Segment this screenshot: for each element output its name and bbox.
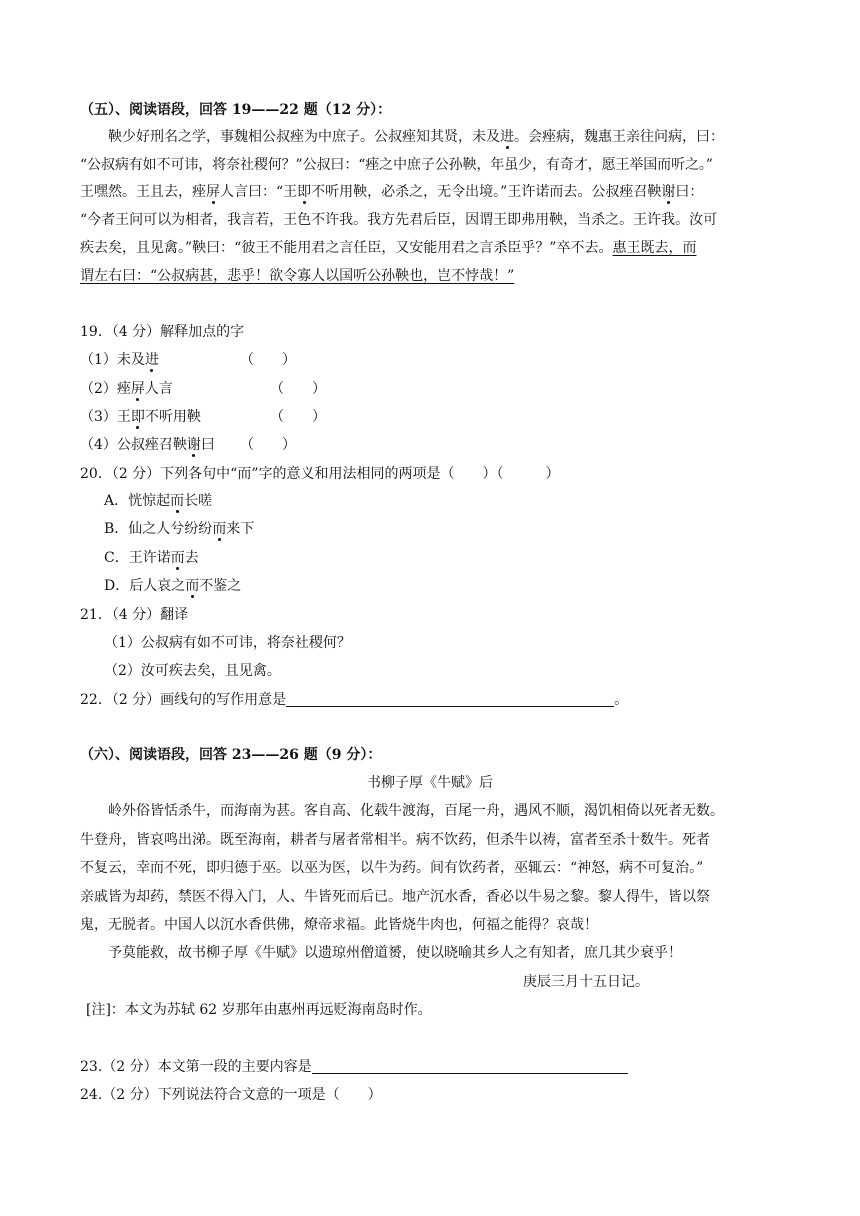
section6-heading: （六）、阅读语段，回答 23——26 题（9 分）： (80, 747, 382, 763)
dotted-char: 即 (297, 184, 312, 200)
question-20-title: 20．（2 分）下列各句中“而”字的意义和用法相同的两项是（ ）（ ） (80, 466, 560, 482)
passage2-note: [注]：本文为苏轼 62 岁那年由惠州再远贬海南岛时作。 (86, 1002, 432, 1018)
question-21-item-1: （1）公叔病有如不可讳，将奈社稷何？ (104, 635, 351, 651)
passage-line-4: “今者王问可以为相者，我言若，王色不许我。我方先君后臣，因谓王即弗用鞅，当杀之。王许我。汝可 (80, 212, 718, 228)
question-19-item-1: （1）未及进 (80, 352, 159, 368)
dotted-char: 屏 (130, 381, 145, 397)
passage-line-3: 王嘿然。王且去，痤屏人言曰：“王即不听用鞅，必杀之，无令出境。”王许诺而去。公叔痤召鞅谢曰： (80, 184, 704, 200)
dotted-char: 屏 (206, 184, 220, 200)
passage2-line-5: 鬼，无脱者。中国人以沉水香供佛，燎帝求福。此皆烧牛肉也，何福之能得？哀哉！ (80, 917, 598, 933)
option-d[interactable]: D．后人哀之而不鉴之 (104, 578, 242, 594)
passage2-line-4: 亲戚皆为却药，禁医不得入门，人、牛皆死而后已。地产沉水香，香必以牛易之黎。黎人得牛，皆以祭 (80, 889, 710, 905)
question-19-item-2: （2）痤屏人言 (80, 381, 173, 397)
question-21-item-2: （2）汝可疾去矣，且见禽。 (104, 663, 281, 679)
passage2-line-2: 牛登舟，皆哀鸣出涕。既至海南，耕者与屠者常相半。病不饮药，但杀牛以祷，富者至杀十数牛。死者 (80, 832, 710, 848)
dotted-char: 进 (144, 352, 159, 368)
passage2-date: 庚辰三月十五日记。 (523, 974, 649, 990)
dotted-char: 即 (130, 409, 145, 425)
passage2-line-1: 岭外俗皆恬杀牛，而海南为甚。客自高、化载牛渡海，百尾一舟，遇风不顺，渴饥相倚以死者无数。 (108, 803, 724, 819)
question-21-title: 21．（4 分）翻译 (80, 607, 189, 623)
question-23: 23.（2 分）本文第一段的主要内容是 (80, 1057, 628, 1077)
option-b[interactable]: B．仙之人兮纷纷而来下 (104, 521, 255, 537)
section6-title: 书柳子厚《牛赋》后 (367, 775, 493, 791)
dotted-char: 谢 (661, 184, 676, 200)
dotted-char: 而 (170, 493, 185, 509)
dotted-char: 谢 (186, 437, 201, 453)
dotted-char: 而 (185, 578, 200, 594)
question-19-title: 19．（4 分）解释加点的字 (80, 324, 245, 340)
answer-blank[interactable]: （ ） (240, 352, 296, 368)
answer-blank[interactable]: （ ） (270, 381, 326, 397)
section5-heading: （五）、阅读语段，回答 19——22 题（12 分）： (80, 102, 392, 118)
answer-blank[interactable]: （ ） (270, 409, 326, 425)
question-19-item-4: （4）公叔痤召鞅谢曰 (80, 437, 215, 453)
question-19-item-3: （3）王即不听用鞅 (80, 409, 201, 425)
underlined-sentence: 谓左右曰：“公叔病甚，悲乎！欲令寡人以国听公孙鞅也，岂不悖哉！” (80, 268, 515, 284)
question-24: 24.（2 分）下列说法符合文意的一项是（ ） (80, 1087, 382, 1103)
answer-line[interactable] (312, 1059, 628, 1074)
dotted-char: 而 (170, 550, 185, 566)
answer-line[interactable] (286, 692, 614, 707)
passage-line-2: “公叔病有如不可讳，将奈社稷何？”公叔曰：“痤之中庶子公孙鞅，年虽少，有奇才，愿王举国而听之。” (80, 157, 713, 173)
passage2-line-3: 不复云，幸而不死，即归德于巫。以巫为医，以牛为药。间有饮药者，巫辄云：“神怒，病不可复治。” (80, 860, 704, 876)
question-22: 22．（2 分）画线句的写作用意是 。 (80, 692, 629, 708)
passage-line-5: 疾去矣，且见禽。”鞅曰：“彼王不能用君之言任臣，又安能用君之言杀臣乎？”卒不去。惠王既去，而 (80, 240, 697, 256)
passage-line-1: 鞅少好刑名之学，事魏相公叔痤为中庶子。公叔痤知其贤，未及进。会痤病，魏惠王亲往问病，曰： (108, 129, 724, 145)
option-a[interactable]: A．恍惊起而长嗟 (104, 493, 213, 509)
answer-blank[interactable]: （ ） (240, 437, 296, 453)
dotted-char: 进 (500, 129, 514, 145)
dotted-char: 而 (212, 521, 227, 537)
underlined-sentence: 惠王既去，而 (612, 240, 697, 256)
option-c[interactable]: C．王许诺而去 (104, 550, 199, 566)
passage2-line-6: 予莫能救，故书柳子厚《牛赋》以遗琼州僧道赟，使以晓喻其乡人之有知者，庶几其少衰乎！ (108, 945, 682, 961)
